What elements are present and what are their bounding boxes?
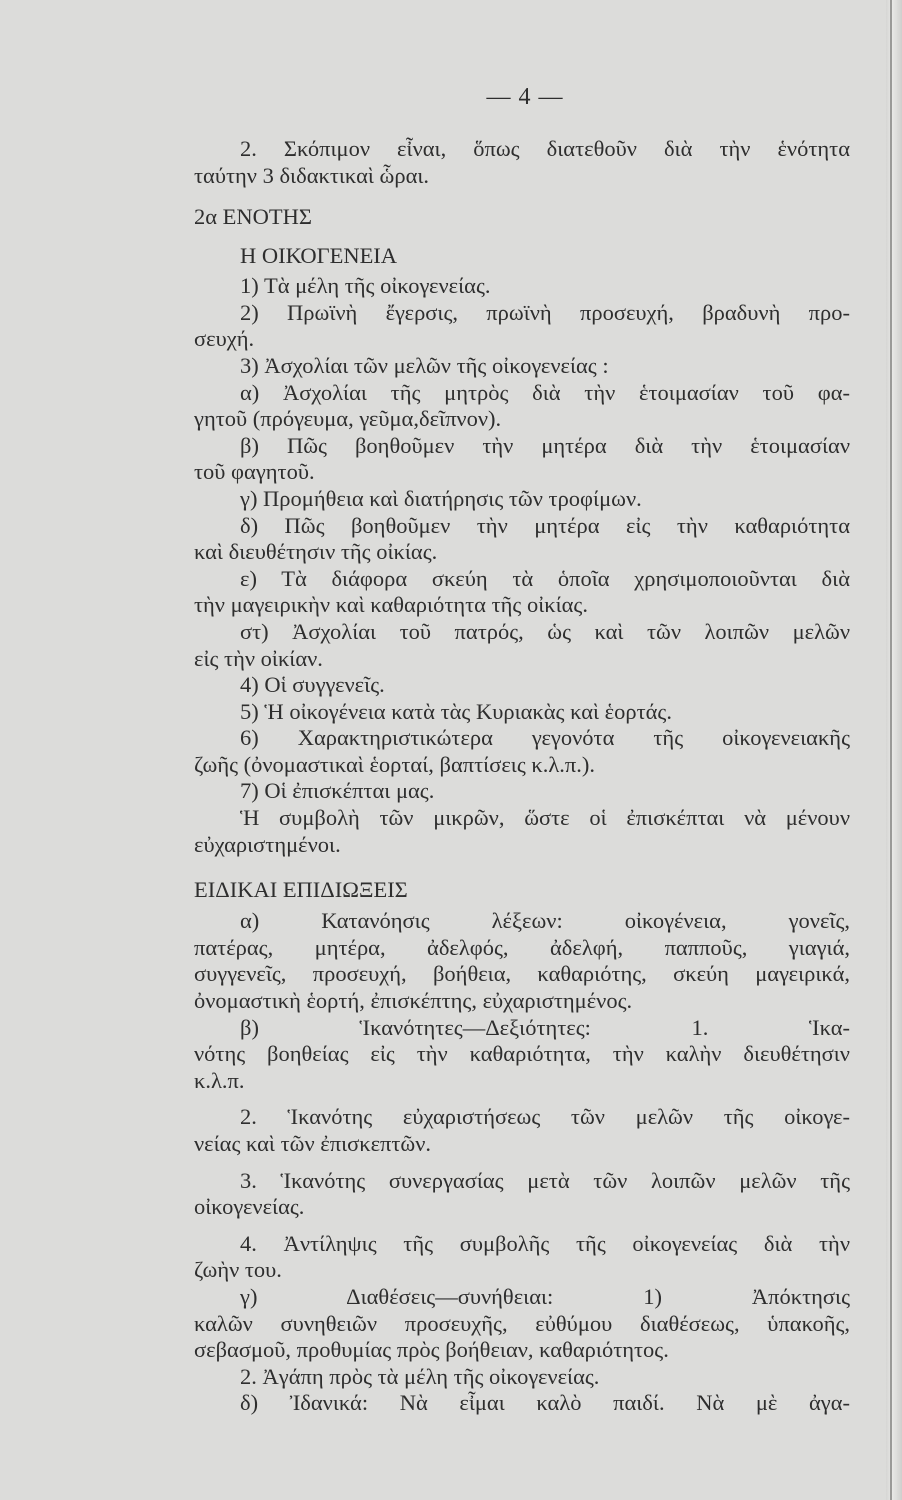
text-line: 7) Οἱ ἐπισκέπται μας.: [240, 778, 435, 804]
text-line: στ) Ἀσχολίαι τοῦ πατρός, ὡς καὶ τῶν λοιπῶν μελῶν: [240, 618, 850, 644]
text-line: γ) Διαθέσεις—συνήθειαι: 1) Ἀπόκτησις: [240, 1283, 850, 1309]
text-line: οἰκογενείας.: [194, 1194, 305, 1220]
text-line: ε) Τὰ διάφορα σκεύη τὰ ὁποῖα χρησιμοποιοῦνται διὰ: [240, 565, 850, 591]
text-line: πατέρας, μητέρα, ἀδελφός, ἀδελφή, παπποῦς, γιαγιά,: [194, 934, 850, 960]
text-line: ζωῆς (ὀνομαστικαὶ ἑορταί, βαπτίσεις κ.λ.π.).: [194, 751, 595, 777]
text-line: καὶ διευθέτησιν τῆς οἰκίας.: [194, 539, 438, 565]
text-line: ζωὴν του.: [194, 1257, 282, 1283]
text-line: κ.λ.π.: [194, 1067, 245, 1093]
text-line: σεβασμοῦ, προθυμίας πρὸς βοήθειαν, καθαριότητος.: [194, 1337, 669, 1363]
text-line: ὀνομαστικὴ ἑορτή, ἐπισκέπτης, εὐχαριστημένος.: [194, 988, 633, 1014]
body-text: [194, 136, 850, 1417]
page-edge: [886, 0, 902, 1500]
text-line: 3) Ἀσχολίαι τῶν μελῶν τῆς οἰκογενείας :: [240, 352, 609, 378]
intro-line: ταύτην 3 διδακτικαὶ ὧραι.: [194, 162, 430, 188]
text-line: δ) Πῶς βοηθοῦμεν τὴν μητέρα εἰς τὴν καθαριότητα: [240, 512, 850, 538]
text-line: εὐχαριστημένοι.: [194, 831, 341, 857]
text-line: 5) Ἡ οἰκογένεια κατὰ τὰς Κυριακὰς καὶ ἑορτάς.: [240, 698, 672, 724]
page-edge-line: [890, 0, 892, 1500]
text-line: 2) Πρωϊνὴ ἔγερσις, πρωϊνὴ προσευχή, βραδυνὴ προ-: [240, 299, 850, 325]
text-line: τοῦ φαγητοῦ.: [194, 459, 315, 485]
page-number: — 4 —: [486, 84, 564, 110]
text-line: νότης βοηθείας εἰς τὴν καθαριότητα, τὴν καλὴν διευθέτησιν: [194, 1041, 850, 1067]
text-line: καλῶν συνηθειῶν προσευχῆς, εὐθύμου διαθέσεως, ὑπακοῆς,: [194, 1310, 850, 1336]
objectives-list: [194, 908, 850, 1417]
text-line: γ) Προμήθεια καὶ διατήρησις τῶν τροφίμων.: [240, 485, 642, 511]
text-line: 1) Τὰ μέλη τῆς οἰκογενείας.: [240, 273, 491, 299]
text-line: β) Πῶς βοηθοῦμεν τὴν μητέρα διὰ τὴν ἑτοιμασίαν: [240, 432, 850, 458]
text-line: 3. Ἱκανότης συνεργασίας μετὰ τῶν λοιπῶν μελῶν τῆς: [240, 1167, 850, 1193]
text-line: γητοῦ (πρόγευμα, γεῦμα,δεῖπνον).: [194, 406, 502, 432]
text-line: 2. Ἀγάπη πρὸς τὰ μέλη τῆς οἰκογενείας.: [240, 1363, 600, 1389]
text-line: 4. Ἀντίληψις τῆς συμβολῆς τῆς οἰκογενείας διὰ τὴν: [240, 1230, 850, 1256]
unit-title: Η ΟΙΚΟΓΕΝΕΙΑ: [240, 243, 398, 269]
text-line: εἰς τὴν οἰκίαν.: [194, 645, 323, 671]
text-line: συγγενεῖς, προσευχή, βοήθεια, καθαριότης, σκεύη μαγειρικά,: [194, 961, 850, 987]
text-line: Ἡ συμβολὴ τῶν μικρῶν, ὥστε οἱ ἐπισκέπται νὰ μένουν: [240, 805, 850, 831]
paragraph-gap: [194, 1221, 850, 1231]
text-line: 6) Χαρακτηριστικώτερα γεγονότα τῆς οἰκογενειακῆς: [240, 725, 850, 751]
text-line: 4) Οἱ συγγενεῖς.: [240, 672, 385, 698]
unit-items: [194, 273, 850, 858]
text-line: νείας καὶ τῶν ἐπισκεπτῶν.: [194, 1131, 432, 1156]
text-line: β) Ἱκανότητες—Δεξιότητες: 1. Ἱκα-: [240, 1014, 850, 1040]
text-line: δ) Ἰδανικά: Νὰ εἶμαι καλὸ παιδί. Νὰ μὲ ἀγα-: [240, 1390, 850, 1416]
text-line: τὴν μαγειρικὴν καὶ καθαριότητα τῆς οἰκίας.: [194, 592, 588, 618]
text-line: σευχή.: [194, 326, 255, 352]
text-line: α) Κατανόησις λέξεων: οἰκογένεια, γονεῖς,: [240, 908, 850, 934]
unit-label: 2α ΕΝΟΤΗΣ: [194, 204, 312, 230]
intro-line: 2. Σκόπιμον εἶναι, ὅπως διατεθοῦν διὰ τὴν ἑνότητα: [240, 136, 850, 161]
objectives-heading: ΕΙΔΙΚΑΙ ΕΠΙΔΙΩΞΕΙΣ: [194, 877, 408, 903]
text-line: α) Ἀσχολίαι τῆς μητρὸς διὰ τὴν ἑτοιμασίαν τοῦ φα-: [240, 379, 850, 405]
paragraph-gap: [194, 1158, 850, 1168]
text-line: 2. Ἱκανότης εὐχαριστήσεως τῶν μελῶν τῆς οἰκογε-: [240, 1104, 850, 1130]
paragraph-gap: [194, 1094, 850, 1104]
